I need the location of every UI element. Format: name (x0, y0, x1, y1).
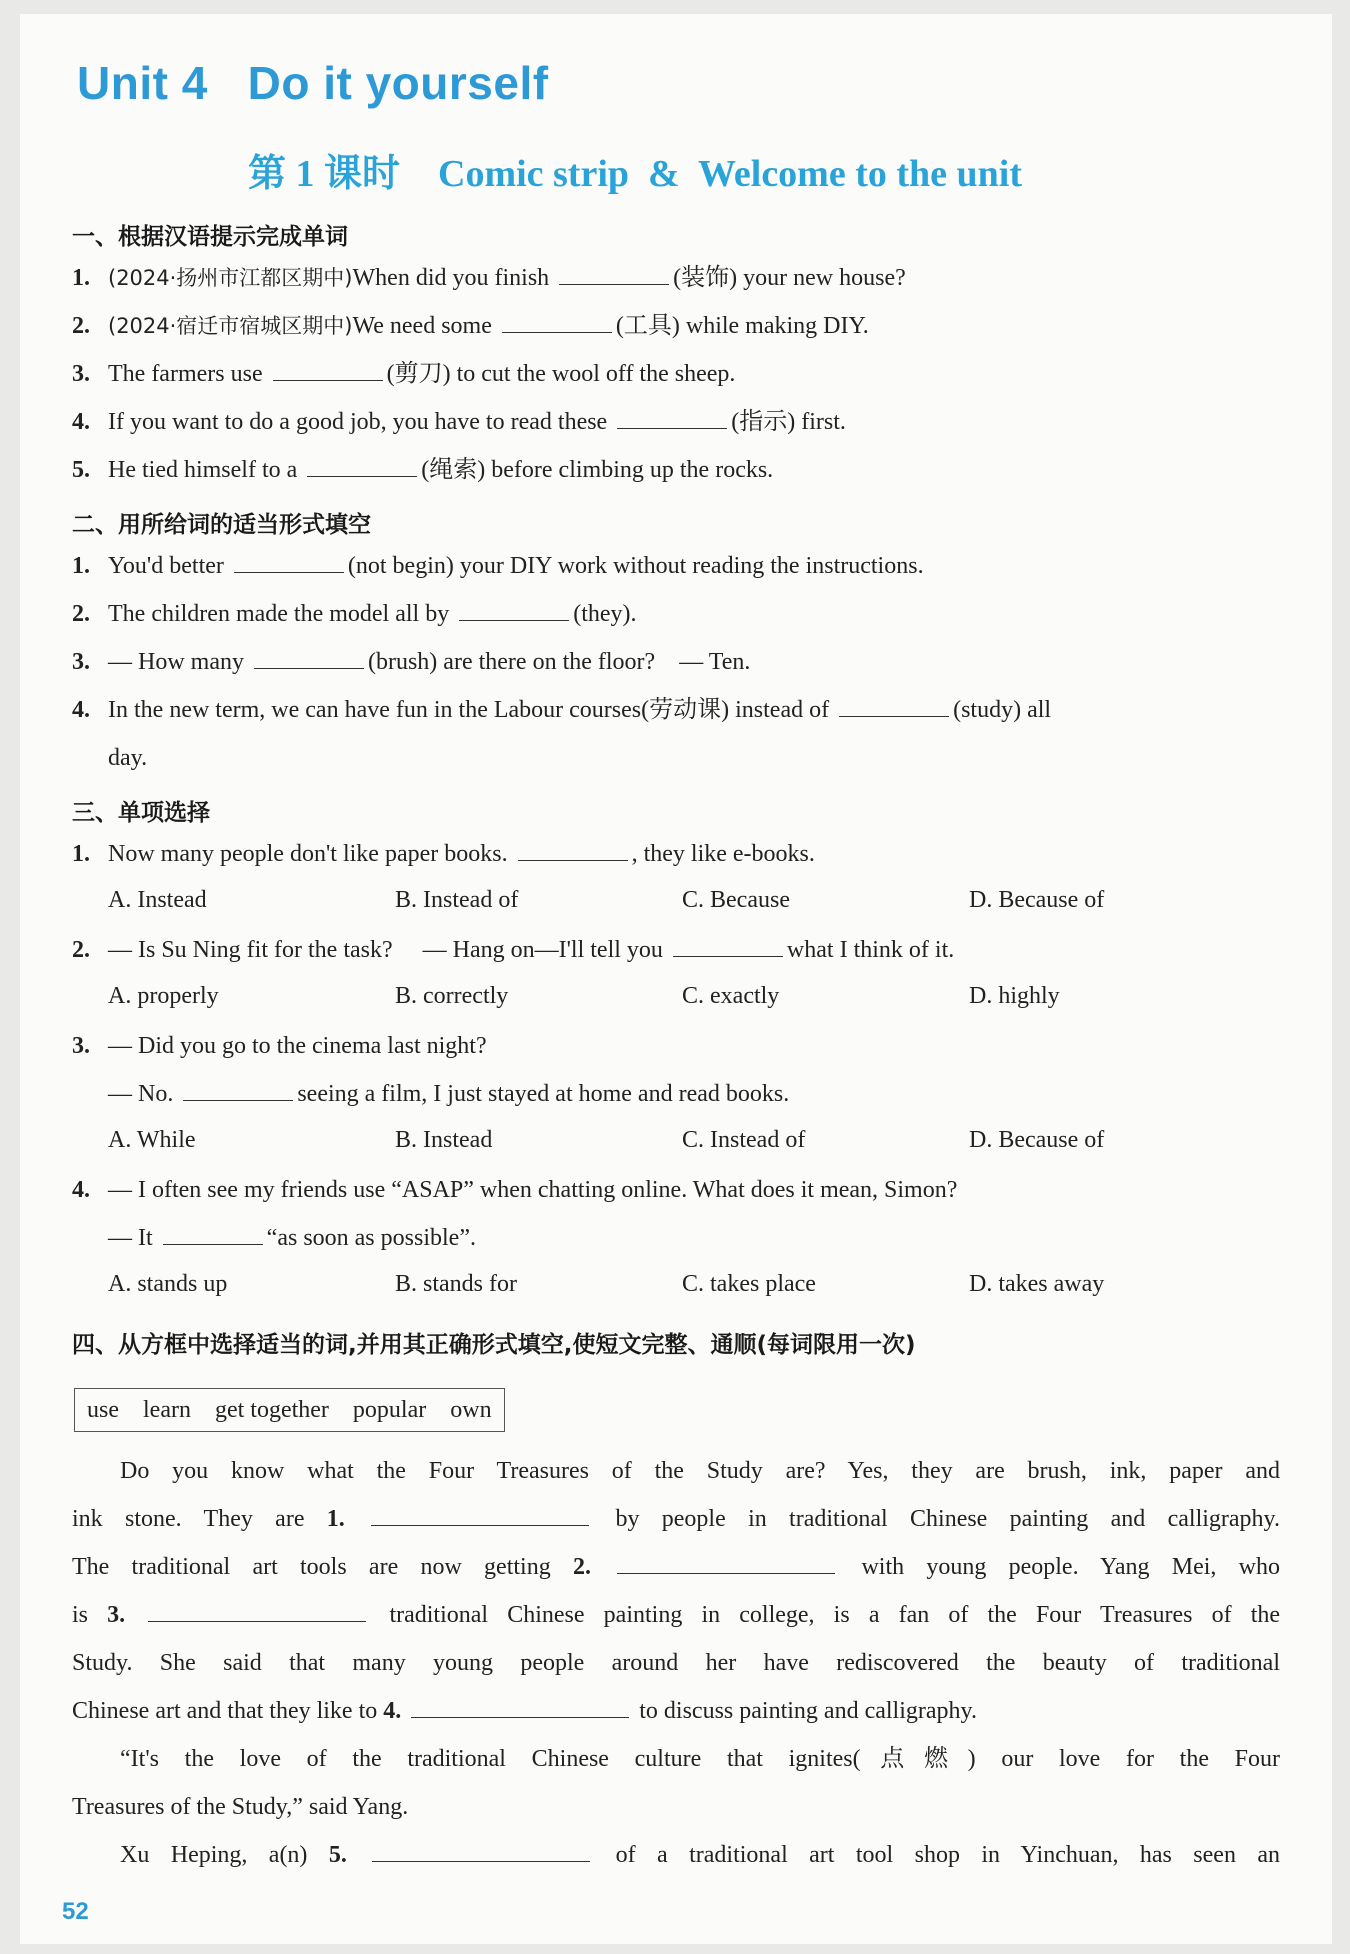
passage-text: of a traditional art tool shop in Yinchuan, has seen an (615, 1842, 1281, 1868)
passage-line-1: Do you know what the Four Treasures of the Study are? Yes, they are brush, ink, paper and (120, 1458, 1280, 1484)
question-text: (绳索) before climbing up the rocks. (421, 457, 774, 483)
question-number: 2. (72, 601, 90, 627)
passage-line-4 (72, 1600, 1280, 1630)
option-a[interactable]: A. properly (108, 983, 219, 1009)
question-text: The farmers use (108, 361, 263, 387)
option-d[interactable]: D. Because of (969, 1127, 1105, 1153)
s2-question-4-continued: day. (108, 745, 148, 771)
s1-question-2 (72, 311, 869, 341)
s1-question-5 (72, 455, 773, 485)
question-number: 4. (72, 409, 90, 435)
answer-blank[interactable] (502, 312, 612, 333)
answer-blank[interactable] (163, 1224, 263, 1245)
passage-text: ink stone. They are (72, 1506, 305, 1532)
passage-text: Chinese art and that they like to (72, 1698, 378, 1724)
question-text: He tied himself to a (108, 457, 298, 483)
blank-number: 2. (572, 1554, 591, 1580)
question-text: The children made the model all by (108, 601, 450, 627)
option-b[interactable]: B. correctly (395, 983, 509, 1009)
s2-question-2 (72, 599, 637, 629)
question-number: 5. (72, 457, 90, 483)
question-text: You'd better (108, 553, 224, 579)
word-bank-item: use (87, 1397, 119, 1423)
question-text: Now many people don't like paper books. (108, 841, 508, 867)
blank-number: 3. (107, 1602, 126, 1628)
answer-blank[interactable] (371, 1505, 589, 1526)
option-c[interactable]: C. exactly (682, 983, 780, 1009)
option-d[interactable]: D. Because of (969, 887, 1105, 913)
question-number: 2. (72, 937, 90, 963)
question-text: (they). (573, 601, 637, 627)
word-bank-item: own (450, 1397, 492, 1423)
question-text: (装饰) your new house? (673, 265, 906, 291)
lesson-title: 第 1 课时 Comic strip & Welcome to the unit (248, 153, 1022, 195)
option-b[interactable]: B. Instead of (395, 887, 519, 913)
s1-question-1 (72, 263, 906, 293)
section-2-heading: 二、用所给词的适当形式填空 (72, 512, 371, 538)
option-a[interactable]: A. stands up (108, 1271, 228, 1297)
question-text: — Is Su Ning fit for the task? — Hang on—I'll tell you (108, 937, 663, 963)
question-number: 1. (72, 841, 90, 867)
answer-blank[interactable] (254, 648, 364, 669)
passage-line-7: “It's the love of the traditional Chinese culture that ignites(点燃) our love for the Four (120, 1746, 1280, 1772)
question-number: 3. (72, 1033, 90, 1059)
passage-line-9 (120, 1840, 1280, 1870)
s1-question-4 (72, 407, 846, 437)
answer-blank[interactable] (839, 696, 949, 717)
word-bank-item: get together (214, 1397, 329, 1423)
answer-blank[interactable] (673, 936, 783, 957)
passage-line-8: Treasures of the Study,” said Yang. (72, 1794, 409, 1820)
answer-blank[interactable] (372, 1841, 590, 1862)
passage-text: is (72, 1602, 89, 1628)
question-number: 1. (72, 553, 90, 579)
question-number: 4. (72, 1177, 90, 1203)
s3-question-3 (72, 1031, 487, 1061)
answer-blank[interactable] (183, 1080, 293, 1101)
question-text: When did you finish (352, 265, 550, 291)
workbook-page (20, 14, 1332, 1944)
option-d[interactable]: D. takes away (969, 1271, 1105, 1297)
page-number: 52 (62, 1898, 89, 1925)
passage-text: Xu Heping, a(n) (120, 1842, 308, 1868)
word-bank-box (74, 1388, 505, 1432)
s3-question-4 (72, 1175, 957, 1205)
question-number: 2. (72, 313, 90, 339)
passage-line-3 (72, 1552, 1280, 1582)
s2-question-1 (72, 551, 924, 581)
section-4-heading: 四、从方框中选择适当的词,并用其正确形式填空,使短文完整、通顺(每词限用一次) (72, 1332, 916, 1358)
question-text: (not begin) your DIY work without reading the instructions. (347, 553, 924, 579)
passage-text: The traditional art tools are now getting (72, 1554, 551, 1580)
question-source: (2024·扬州市江都区期中) (108, 266, 353, 290)
answer-blank[interactable] (234, 552, 344, 573)
answer-blank[interactable] (459, 600, 569, 621)
s3-question-1 (72, 839, 815, 869)
question-text: “as soon as possible”. (266, 1225, 476, 1251)
s2-question-4 (72, 695, 1051, 725)
answer-blank[interactable] (617, 408, 727, 429)
answer-blank[interactable] (518, 840, 628, 861)
s3-question-4-line2 (108, 1223, 476, 1253)
question-text: what I think of it. (786, 937, 955, 963)
question-text: — Did you go to the cinema last night? (108, 1033, 487, 1059)
question-number: 3. (72, 649, 90, 675)
question-text: We need some (352, 313, 492, 339)
passage-line-2 (72, 1504, 1280, 1534)
s3-question-2 (72, 935, 954, 965)
option-a[interactable]: A. While (108, 1127, 196, 1153)
passage-text: with young people. Yang Mei, who (861, 1554, 1281, 1580)
question-number: 3. (72, 361, 90, 387)
option-d[interactable]: D. highly (969, 983, 1060, 1009)
answer-blank[interactable] (411, 1697, 629, 1718)
section-3-heading: 三、单项选择 (72, 800, 210, 826)
question-number: 1. (72, 265, 90, 291)
question-text: — How many (108, 649, 244, 675)
question-text: (brush) are there on the floor? — Ten. (367, 649, 751, 675)
question-text: In the new term, we can have fun in the Labour courses(劳动课) instead of (108, 697, 830, 723)
option-c[interactable]: C. Instead of (682, 1127, 806, 1153)
question-text: (指示) first. (731, 409, 846, 435)
blank-number: 4. (383, 1698, 402, 1724)
answer-blank[interactable] (307, 456, 417, 477)
option-c[interactable]: C. Because (682, 887, 790, 913)
question-number: 4. (72, 697, 90, 723)
blank-number: 1. (326, 1506, 345, 1532)
passage-line-6 (72, 1696, 1280, 1726)
question-text: — I often see my friends use “ASAP” when chatting online. What does it mean, Simon? (108, 1177, 958, 1203)
question-text: (剪刀) to cut the wool off the sheep. (386, 361, 736, 387)
unit-title: Unit 4 Do it yourself (77, 57, 549, 109)
question-text: (study) all (953, 697, 1052, 723)
blank-number: 5. (328, 1842, 347, 1868)
question-text: — No. (108, 1081, 174, 1107)
passage-line-5: Study. She said that many young people around her have rediscovered the beauty of traditional (72, 1650, 1280, 1676)
question-text: If you want to do a good job, you have to read these (108, 409, 608, 435)
question-text: seeing a film, I just stayed at home and read books. (297, 1081, 790, 1107)
option-b[interactable]: B. stands for (395, 1271, 517, 1297)
answer-blank[interactable] (148, 1601, 366, 1622)
s1-question-3 (72, 359, 735, 389)
question-text: (工具) while making DIY. (615, 313, 869, 339)
option-b[interactable]: B. Instead (395, 1127, 493, 1153)
question-text: — It (108, 1225, 153, 1251)
word-bank-item: popular (352, 1397, 427, 1423)
passage-text: to discuss painting and calligraphy. (639, 1698, 977, 1724)
passage-text: by people in traditional Chinese painting and calligraphy. (615, 1506, 1281, 1532)
section-1-heading: 一、根据汉语提示完成单词 (72, 224, 348, 250)
passage-text: traditional Chinese painting in college, is a fan of the Four Treasures of the (389, 1602, 1281, 1628)
question-source: (2024·宿迁市宿城区期中) (108, 314, 353, 338)
word-bank-item: learn (143, 1397, 191, 1423)
s2-question-3 (72, 647, 750, 677)
option-c[interactable]: C. takes place (682, 1271, 816, 1297)
answer-blank[interactable] (617, 1553, 835, 1574)
answer-blank[interactable] (273, 360, 383, 381)
question-text: , they like e-books. (631, 841, 815, 867)
answer-blank[interactable] (559, 264, 669, 285)
option-a[interactable]: A. Instead (108, 887, 207, 913)
s3-question-3-line2 (108, 1079, 789, 1109)
